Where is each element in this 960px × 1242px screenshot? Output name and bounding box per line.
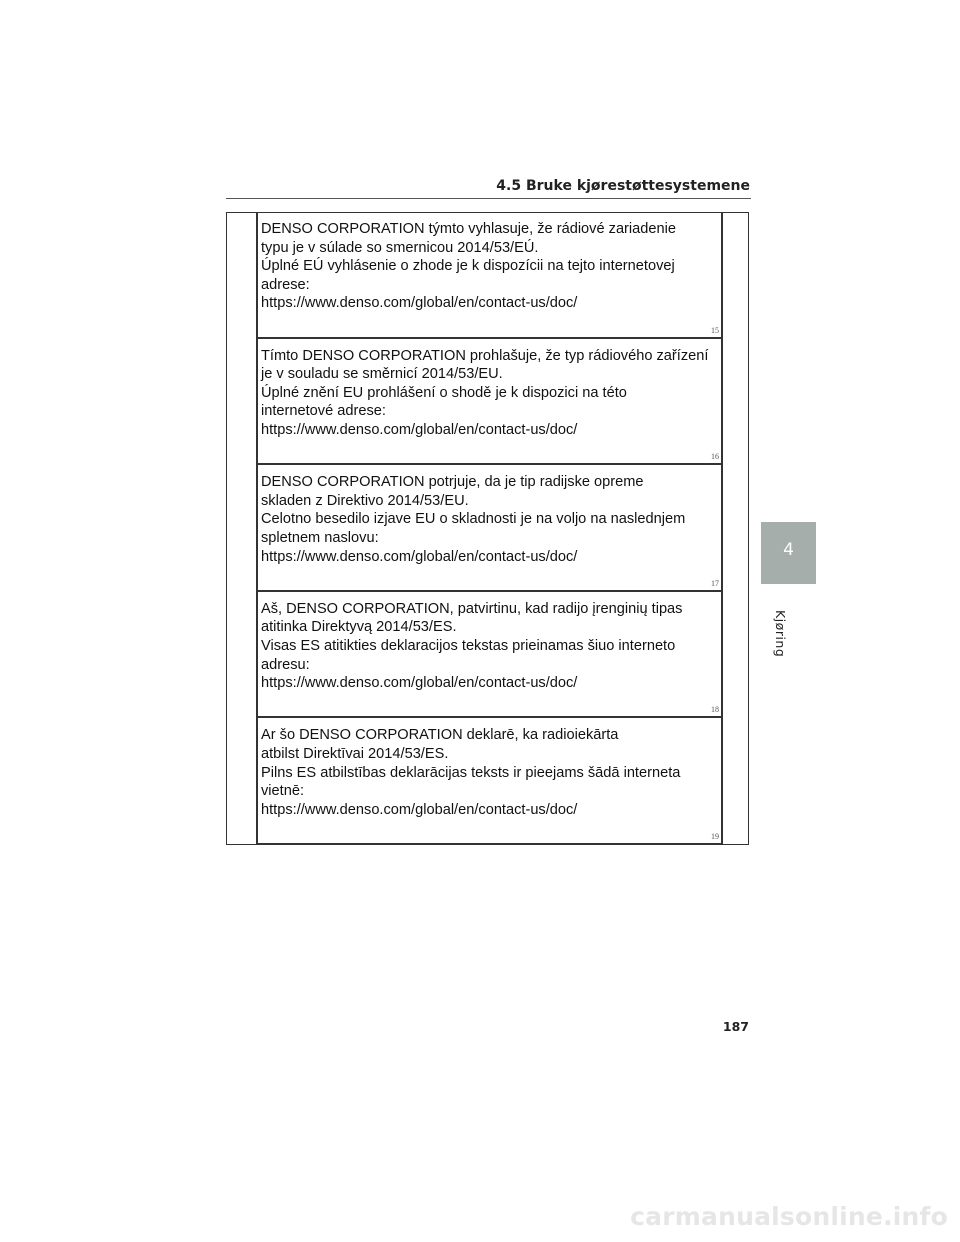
panel-text-line: adrese: bbox=[261, 276, 310, 293]
declaration-panel-lithuanian bbox=[258, 592, 721, 719]
panel-url: https://www.denso.com/global/en/contact-us/doc/ bbox=[261, 421, 578, 438]
panel-url: https://www.denso.com/global/en/contact-us/doc/ bbox=[261, 801, 578, 818]
panel-text-line: internetové adrese: bbox=[261, 403, 386, 420]
watermark: carmanualsonline.info bbox=[630, 1202, 948, 1231]
chapter-number: 4 bbox=[783, 540, 794, 560]
panel-text-line: Úplné znění EU prohlášení o shodě je k dispozici na této bbox=[261, 384, 627, 401]
declaration-panel-slovenian bbox=[258, 465, 721, 592]
page-number: 187 bbox=[722, 1019, 749, 1034]
panel-text-line: adresu: bbox=[261, 656, 310, 673]
panel-text-line: DENSO CORPORATION týmto vyhlasuje, že rádiové zariadenie bbox=[261, 221, 676, 237]
panel-number: 15 bbox=[711, 325, 719, 335]
panel-url: https://www.denso.com/global/en/contact-us/doc/ bbox=[261, 548, 578, 565]
declaration-panel-czech bbox=[258, 339, 721, 466]
panel-url: https://www.denso.com/global/en/contact-us/doc/ bbox=[261, 295, 578, 312]
panel-number: 16 bbox=[711, 452, 719, 462]
chapter-label: Kjøring bbox=[773, 610, 788, 658]
panel-text-line: Celotno besedilo izjave EU o skladnosti je na voljo na naslednjem bbox=[261, 511, 686, 528]
panel-text-line: DENSO CORPORATION potrjuje, da je tip radijske opreme bbox=[261, 474, 644, 491]
header-divider bbox=[226, 198, 751, 199]
panel-text-line: typu je v súlade so smernicou 2014/53/EÚ. bbox=[261, 239, 539, 256]
panel-number: 17 bbox=[711, 578, 719, 588]
panel-text-line: Úplné EÚ vyhlásenie o zhode je k dispozícii na tejto internetovej bbox=[261, 258, 675, 275]
panel-text-line: spletnem naslovu: bbox=[261, 529, 379, 546]
panel-text-line: Aš, DENSO CORPORATION, patvirtinu, kad radijo įrenginių tipas bbox=[261, 600, 683, 617]
panel-text-line: je v souladu se směrnicí 2014/53/EU. bbox=[261, 366, 503, 383]
panel-text-line: Visas ES atitikties deklaracijos tekstas prieinamas šiuo interneto bbox=[261, 637, 676, 654]
panel-text-line: vietnē: bbox=[261, 783, 304, 800]
panel-text-line: Ar šo DENSO CORPORATION deklarē, ka radioiekārta bbox=[261, 727, 619, 744]
panel-text-line: atbilst Direktīvai 2014/53/ES. bbox=[261, 745, 449, 762]
panel-text-line: atitinka Direktyvą 2014/53/ES. bbox=[261, 619, 457, 636]
panel-number: 19 bbox=[711, 831, 719, 841]
panel-url: https://www.denso.com/global/en/contact-us/doc/ bbox=[261, 675, 578, 692]
panel-text-line: Tímto DENSO CORPORATION prohlašuje, že typ rádiového zařízení bbox=[261, 347, 709, 364]
section-title: 4.5 Bruke kjørestøttesystemene bbox=[496, 178, 750, 194]
panel-number: 18 bbox=[711, 705, 719, 715]
declaration-panels bbox=[256, 212, 723, 845]
declaration-panel-latvian bbox=[258, 718, 721, 845]
panel-text-line: Pilns ES atbilstības deklarācijas teksts ir pieejams šādā interneta bbox=[261, 764, 681, 781]
panel-text-line: skladen z Direktivo 2014/53/EU. bbox=[261, 492, 469, 509]
declaration-panel-slovak bbox=[258, 212, 721, 339]
